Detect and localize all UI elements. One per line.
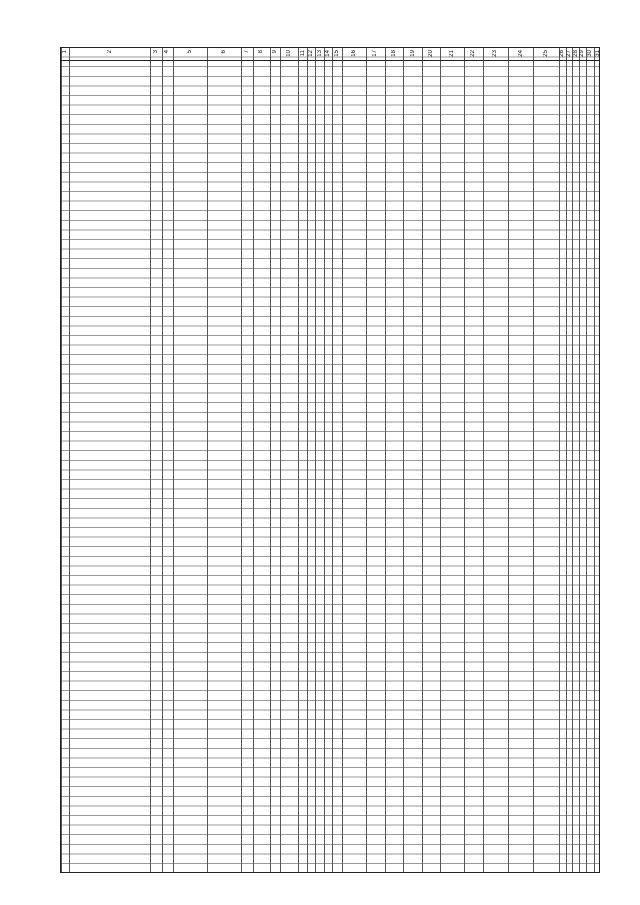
column-divider [342,48,343,872]
column-number: 19 [409,50,416,57]
column-number: 7 [243,50,250,54]
column-number: 20 [428,50,435,57]
column-divider [69,48,70,872]
column-divider [422,48,423,872]
column-number: 27 [565,50,572,57]
column-number: 31 [594,50,601,57]
column-number: 6 [221,50,228,54]
column-number: 13 [316,50,323,57]
column-divider [533,48,534,872]
column-number: 3 [152,50,159,54]
column-divider [253,48,254,872]
column-divider [385,48,386,872]
column-divider [280,48,281,872]
column-number: 28 [572,50,579,57]
column-divider [559,48,560,872]
column-number: 30 [587,50,593,57]
header-separator [61,60,599,61]
column-number: 5 [187,50,194,54]
column-number: 2 [106,50,113,54]
column-divider [315,48,316,872]
column-number: 23 [492,50,499,57]
column-divider [307,48,308,872]
column-divider [403,48,404,872]
column-divider [572,48,573,872]
column-divider [366,48,367,872]
column-number: 25 [543,50,550,57]
data-table [60,47,600,873]
column-number: 15 [334,50,341,57]
column-divider [207,48,208,872]
scanned-page [5,5,635,900]
column-divider [464,48,465,872]
column-number: 8 [258,50,265,54]
column-number: 11 [299,50,306,57]
column-divider [579,48,580,872]
column-divider [324,48,325,872]
column-number: 22 [470,50,477,57]
column-divider [440,48,441,872]
column-divider [150,48,151,872]
column-divider [483,48,484,872]
column-number: 9 [271,50,278,54]
column-number: 10 [286,50,293,57]
column-number: 24 [517,50,524,57]
column-divider [298,48,299,872]
column-number: 12 [308,50,315,57]
column-divider [270,48,271,872]
column-divider [241,48,242,872]
column-divider [586,48,587,872]
column-divider [61,48,62,872]
column-divider [162,48,163,872]
column-number: 29 [579,50,586,57]
column-divider [594,48,595,872]
column-number: 1 [62,50,69,54]
column-divider [508,48,509,872]
column-number: 17 [372,50,379,57]
column-number: 18 [390,50,397,57]
column-number: 26 [559,50,566,57]
column-number: 14 [325,50,332,57]
column-number: 16 [351,50,358,57]
column-number: 4 [164,50,171,54]
column-divider [173,48,174,872]
column-number: 21 [449,50,456,57]
column-divider [332,48,333,872]
column-divider [566,48,567,872]
